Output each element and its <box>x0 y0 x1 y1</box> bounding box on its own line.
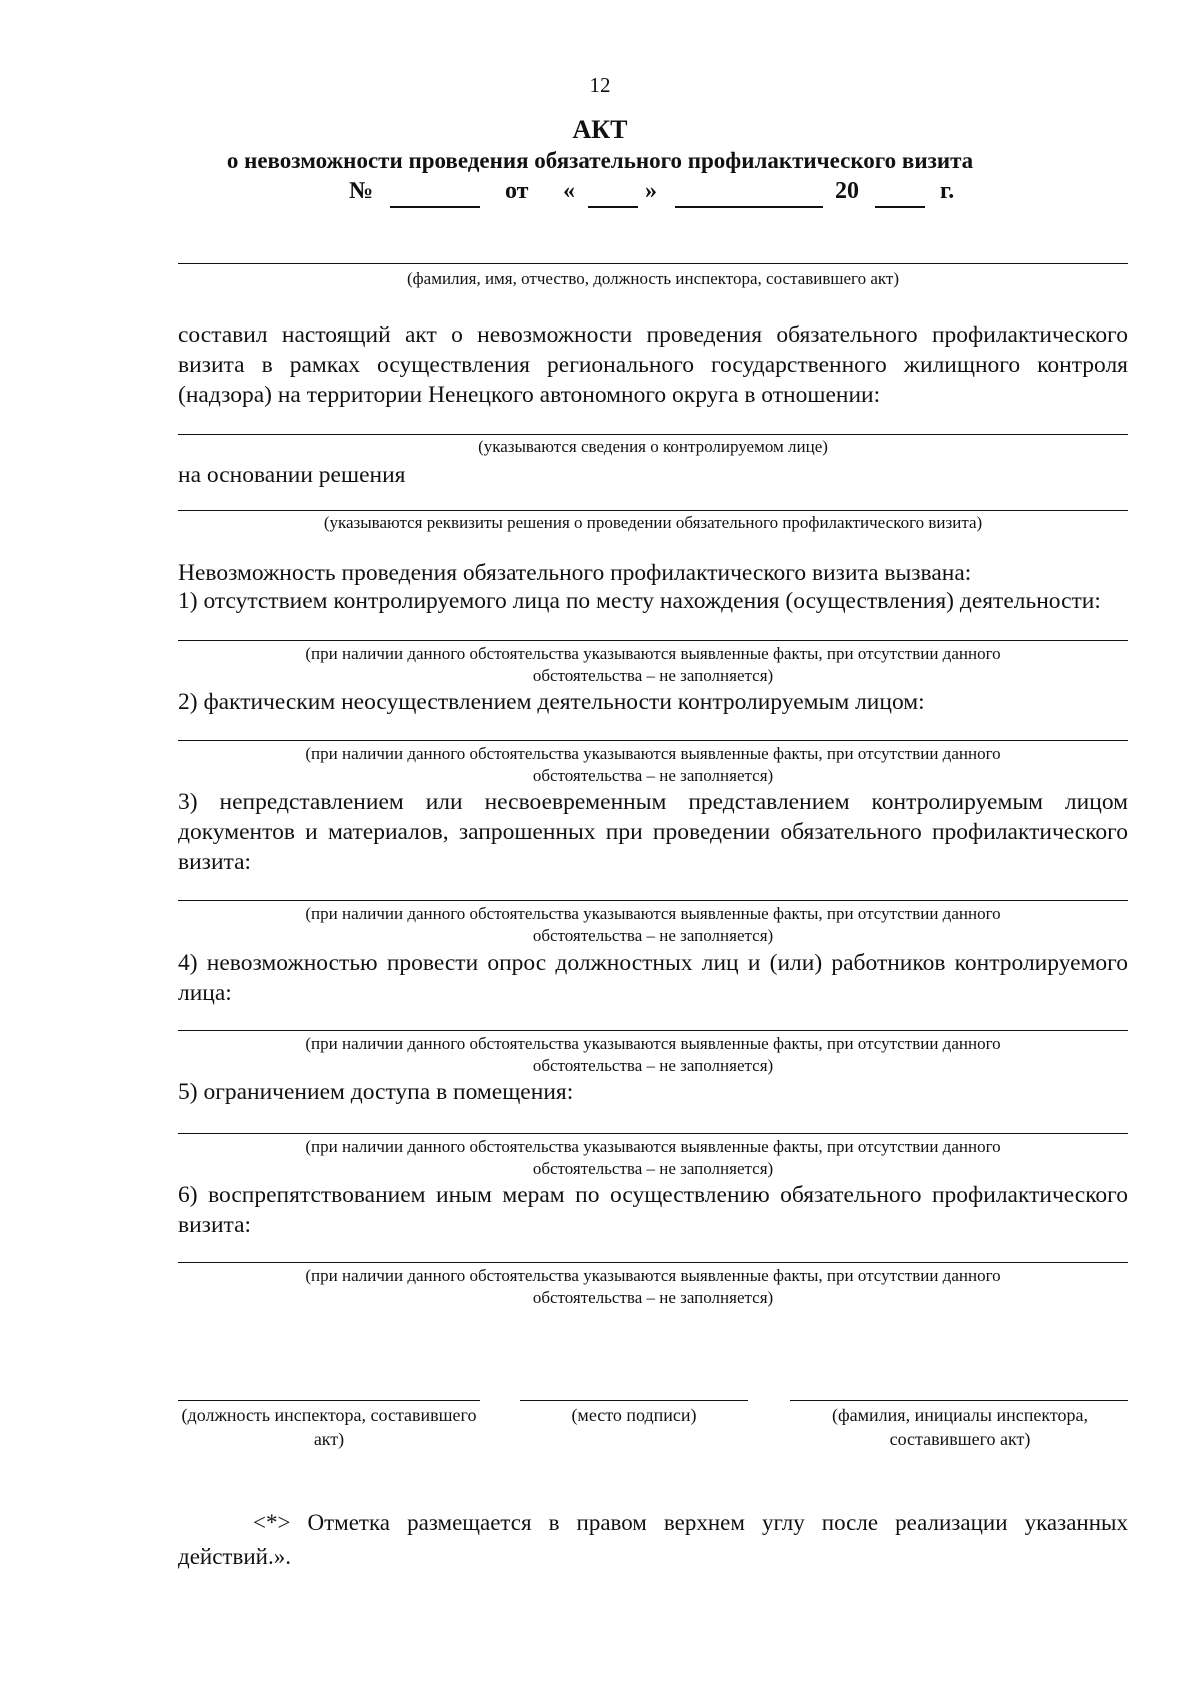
reason-1: 1) отсутствием контролируемого лица по месту нахождения (осуществления) деятельности: <box>178 588 1101 614</box>
signature-position-line <box>178 1400 480 1401</box>
quote-close: » <box>645 178 657 204</box>
page-number: 12 <box>589 73 611 97</box>
caption-line-2: обстоятельства – не заполняется) <box>532 1159 774 1178</box>
reason-2-fill-line <box>178 740 1128 741</box>
reason-2-caption <box>178 743 1128 787</box>
basis-label: на основании решения <box>178 462 406 488</box>
act-number-blank <box>390 206 480 208</box>
caption-line-1: (при наличии данного обстоятельства указываются выявленные факты, при отсутствии данного <box>305 644 1001 663</box>
signature-place-caption: (место подписи) <box>571 1405 697 1425</box>
from-label: от <box>505 178 529 204</box>
year-suffix: г. <box>940 178 955 204</box>
reason-5: 5) ограничением доступа в помещения: <box>178 1079 574 1105</box>
reason-6: 6) воспрепятствованием иным мерам по осуществлению обязательного профилактического визита: <box>178 1182 1128 1238</box>
decision-fill-line <box>178 510 1128 511</box>
reasons-heading: Невозможность проведения обязательного профилактического визита вызвана: <box>178 560 972 586</box>
signature-position-caption: (должность инспектора, составившего акт) <box>181 1405 477 1449</box>
caption-line-2: обстоятельства – не заполняется) <box>532 926 774 945</box>
reason-1-caption <box>178 643 1128 687</box>
signature-name-line <box>790 1400 1128 1401</box>
reason-3-fill-line <box>178 900 1128 901</box>
year-blank <box>875 206 925 208</box>
caption-line-2: обстоятельства – не заполняется) <box>532 1288 774 1307</box>
reason-4-fill-line <box>178 1030 1128 1031</box>
month-blank <box>675 206 823 208</box>
reason-5-fill-line <box>178 1133 1128 1134</box>
reason-4: 4) невозможностью провести опрос должностных лиц и (или) работников контролируемого лица: <box>178 950 1128 1006</box>
signature-place-line <box>520 1400 748 1401</box>
caption-line-1: (при наличии данного обстоятельства указываются выявленные факты, при отсутствии данного <box>305 1034 1001 1053</box>
document-subtitle: о невозможности проведения обязательного профилактического визита <box>226 148 974 173</box>
act-number-date-row <box>0 178 1200 212</box>
reason-6-caption <box>178 1265 1128 1309</box>
caption-line-1: (при наличии данного обстоятельства указываются выявленные факты, при отсутствии данного <box>305 744 1001 763</box>
reason-1-fill-line <box>178 640 1128 641</box>
reason-4-caption <box>178 1033 1128 1077</box>
quote-open: « <box>563 178 575 204</box>
controlled-person-fill-line <box>178 434 1128 435</box>
caption-line-1: (при наличии данного обстоятельства указываются выявленные факты, при отсутствии данного <box>305 1266 1001 1285</box>
footnote: <*> Отметка размещается в правом верхнем углу после реализации указанных действий.». <box>178 1510 1128 1569</box>
intro-paragraph: составил настоящий акт о невозможности проведения обязательного профилактического визита в рамках осуществления регионального государственного жилищного контроля (надзора) на территории Ненецкого автономного округа в отношении: <box>178 322 1128 408</box>
caption-line-1: (при наличии данного обстоятельства указываются выявленные факты, при отсутствии данного <box>305 904 1001 923</box>
year-prefix: 20 <box>835 178 859 204</box>
reason-3: 3) непредставлением или несвоевременным представлением контролируемым лицом документов и материалов, запрошенных при проведении обязательного профилактического визита: <box>178 789 1128 875</box>
decision-caption: (указываются реквизиты решения о проведении обязательного профилактического визита) <box>323 513 983 532</box>
caption-line-2: обстоятельства – не заполняется) <box>532 766 774 785</box>
reason-5-caption <box>178 1136 1128 1180</box>
signature-name-caption: (фамилия, инициалы инспектора, составившего акт) <box>832 1405 1088 1449</box>
caption-line-2: обстоятельства – не заполняется) <box>532 666 774 685</box>
document-title: АКТ <box>572 115 628 144</box>
reason-6-fill-line <box>178 1262 1128 1263</box>
reason-3-caption <box>178 903 1128 947</box>
caption-line-1: (при наличии данного обстоятельства указываются выявленные факты, при отсутствии данного <box>305 1137 1001 1156</box>
inspector-fill-line <box>178 263 1128 264</box>
number-sign: № <box>349 178 374 204</box>
day-blank <box>588 206 638 208</box>
reason-2: 2) фактическим неосуществлением деятельности контролируемым лицом: <box>178 689 925 715</box>
inspector-caption: (фамилия, имя, отчество, должность инспектора, составившего акт) <box>406 269 900 288</box>
caption-line-2: обстоятельства – не заполняется) <box>532 1056 774 1075</box>
controlled-person-caption: (указываются сведения о контролируемом лице) <box>478 437 828 456</box>
